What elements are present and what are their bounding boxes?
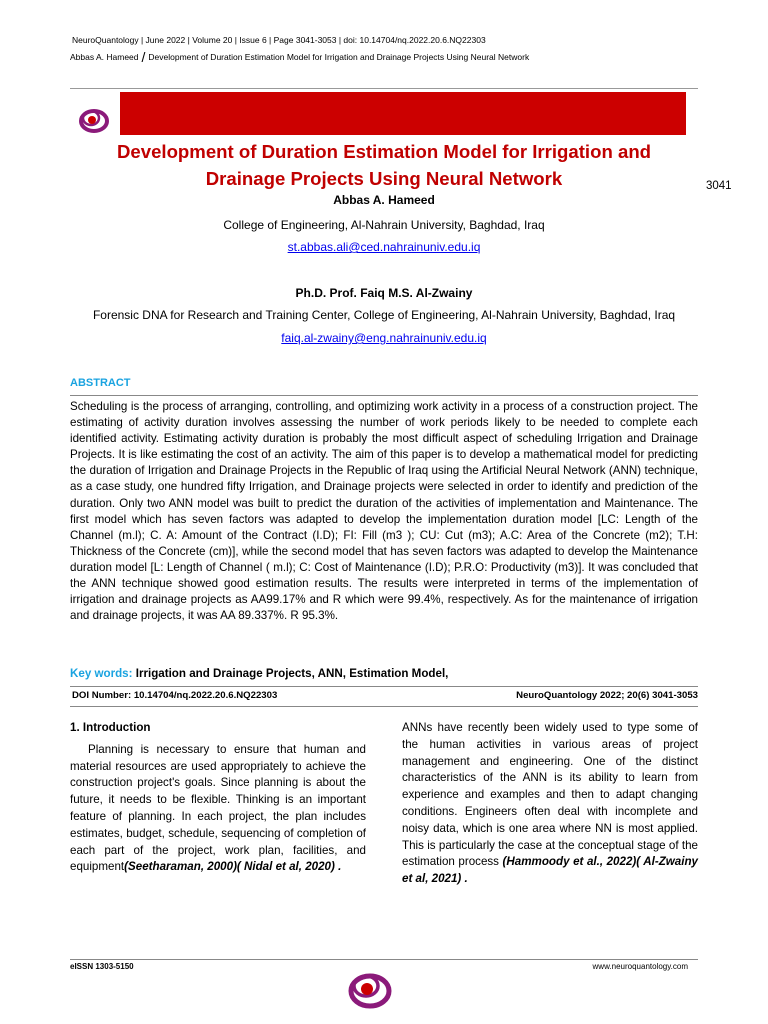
- running-header: [70, 49, 529, 65]
- paper-title-line-1: Development of Duration Estimation Model for Irrigation and: [116, 141, 652, 162]
- intro-citation-1: (Seetharaman, 2000)( Nidal et al, 2020): [124, 860, 335, 874]
- running-header-title: Development of Duration Estimation Model for Irrigation and Drainage Projects Using Neural Network: [148, 52, 530, 62]
- intro-paragraph-1: [70, 742, 366, 876]
- footer-issn: eISSN 1303-5150: [70, 962, 134, 971]
- abstract-heading: ABSTRACT: [70, 377, 131, 389]
- intro-heading: 1. Introduction: [70, 721, 151, 734]
- author-name-2: Ph.D. Prof. Faiq M.S. Al-Zwainy: [295, 286, 473, 300]
- intro-paragraph-2-text: ANNs have recently been widely used to type some of the human activities in various areas of project management and engineering. One of the distinct characteristics of the ANN is its ability to learn from experience and examples and then to adapt changing conditions. Engineers often deal with incomplete and noisy data, which is one area where NN is most applied. This is particularly the case at the conceptual stage of the estimation process: [402, 721, 698, 869]
- intro-left-column: [70, 720, 366, 876]
- running-header-slash: /: [141, 49, 146, 65]
- page-number: 3041: [706, 180, 732, 192]
- author-name-1: Abbas A. Hameed: [333, 193, 435, 207]
- abstract-rule: [70, 395, 698, 396]
- journal-reference: NeuroQuantology 2022; 20(6) 3041-3053: [516, 690, 698, 701]
- journal-logo-icon: [76, 103, 112, 135]
- intro-paragraph-2: [402, 720, 698, 888]
- paper-title: [70, 138, 698, 192]
- author-affiliation-2: Forensic DNA for Research and Training Center, College of Engineering, Al-Nahrain University, Baghdad, Iraq: [92, 308, 676, 322]
- keywords: [70, 667, 448, 680]
- intro-paragraph-1-end: .: [334, 860, 342, 874]
- paper-title-line-2: Drainage Projects Using Neural Network: [205, 168, 563, 189]
- doi-number: DOI Number: 10.14704/nq.2022.20.6.NQ22303: [72, 690, 278, 701]
- doi-rule-top: [70, 686, 698, 687]
- abstract-text: Scheduling is the process of arranging, controlling, and optimizing work activity in a process of a construction project. The estimating of activity duration involves assessing the number of work periods likely to be needed to complete each identified activity. Estimating activity duration is probably the most difficult aspect of scheduling Irrigation and Drainage Projects. It is like estimating the cost of an activity. The aim of this paper is to develop a mathematical model for predicting the duration of Irrigation and Drainage Projects in the Republic of Iraq using the Artificial Neural Network (ANN) technique, as a case study, one hundred fifty Irrigation, and Drainage projects were selected in order to identify and prediction of the duration. Only two ANN model was built to predict the duration of the activities of implementation and Maintenance. The first model which has seven factors was adapted to develop the implementation duration model [LC: Length of the Channel (m.l); C. A: Amount of the Contract (I.D); FI: Fill (m3 ); CU: Cut (m3); A.C: Area of the Concrete (m2); T.H: Thickness of the Concrete (cm)], while the second model that has seven factors was adapted to develop the Maintenance duration model [L: Length of Channel ( m.l); C: Cost of Maintenance (I.D); P.R.O: Productivity (m3)]. It was concluded that the ANN technique showed good estimation results. The results were interpreted in terms of the implementation of irrigation and drainage projects as AA99.17% and R which were 99.4%, respectively. As for the maintenance of irrigation and drainage projects, it was AA 89.337%. R 95.3%.: [70, 400, 698, 623]
- keywords-label: Key words:: [70, 667, 133, 680]
- title-banner: [120, 92, 686, 135]
- running-header-authors: Abbas A. Hameed: [70, 52, 139, 62]
- author-affiliation-1: College of Engineering, Al-Nahrain University, Baghdad, Iraq: [223, 218, 545, 232]
- doi-rule-bottom: [70, 706, 698, 707]
- footer-website: www.neuroquantology.com: [592, 962, 688, 971]
- intro-paragraph-1-text: Planning is necessary to ensure that human and material resources are used appropriately to achieve the construction project's goals. Since planning is about the future, it needs to be flexible. Thinking is an important feature of planning. In each project, the plan includes estimates, budget, schedule, sequencing of completion of each part of the project, work plan, facilities, and equipment: [70, 742, 366, 874]
- footer-logo-icon: [344, 965, 396, 1011]
- author-email-link-1[interactable]: st.abbas.ali@ced.nahrainuniv.edu.iq: [287, 240, 481, 254]
- header-rule: [70, 88, 698, 89]
- intro-paragraph-2-end: .: [461, 872, 468, 886]
- keywords-value: Irrigation and Drainage Projects, ANN, Estimation Model,: [135, 667, 449, 680]
- author-email-link-2[interactable]: faiq.al-zwainy@eng.nahrainuniv.edu.iq: [281, 331, 487, 345]
- footer-rule: [70, 959, 698, 960]
- intro-right-column: [402, 720, 698, 888]
- intro-citation-2: (Hammoody et al., 2022)( Al-Zwainy et al, 2021): [402, 855, 698, 886]
- journal-citation-line: NeuroQuantology | June 2022 | Volume 20 | Issue 6 | Page 3041-3053 | doi: 10.14704/nq.2022.20.6.NQ22303: [72, 35, 486, 45]
